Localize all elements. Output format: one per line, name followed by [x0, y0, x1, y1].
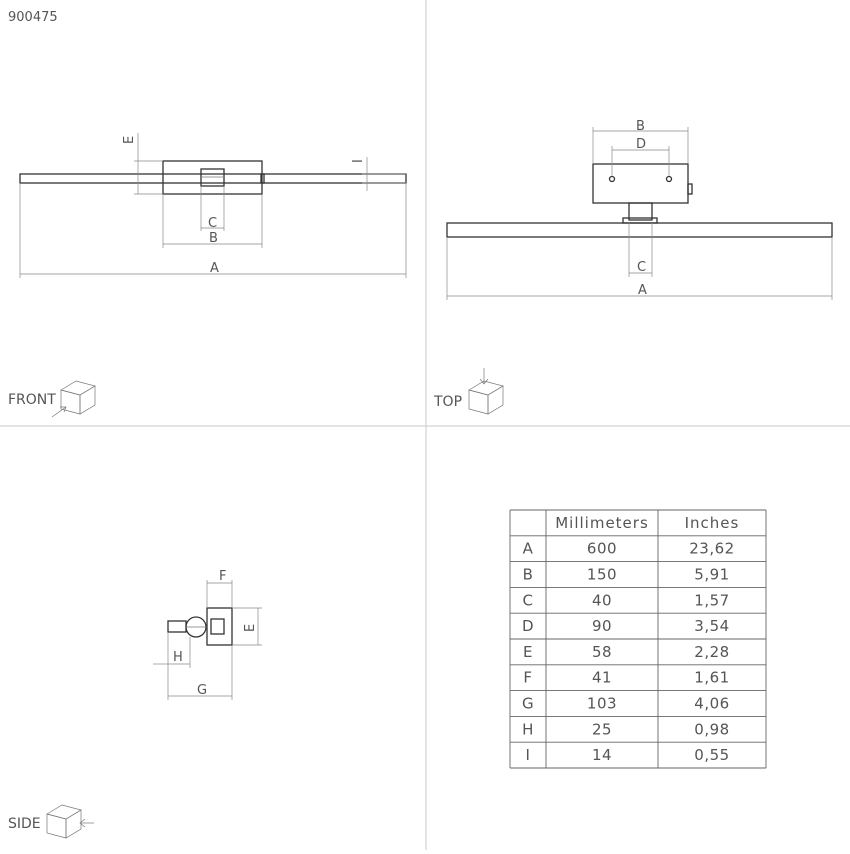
product-code: 900475 — [8, 10, 58, 25]
table-cell: 3,54 — [694, 617, 730, 636]
side-view-label: SIDE — [8, 816, 41, 832]
table-cell: 0,98 — [694, 720, 730, 739]
side-switch — [211, 619, 224, 634]
side-label-h: H — [173, 650, 183, 665]
table-row-label: E — [523, 642, 533, 661]
top-view-label: TOP — [434, 394, 463, 410]
table-cell: 1,57 — [694, 591, 730, 610]
table-cell: 103 — [586, 694, 618, 713]
front-label-b: B — [209, 231, 218, 246]
side-label-f: F — [219, 569, 227, 584]
table-row-label: A — [522, 539, 534, 558]
top-view-cube-icon — [469, 368, 503, 414]
table-row-label: F — [523, 668, 533, 687]
table-cell: 2,28 — [694, 642, 730, 661]
side-label-e: E — [243, 623, 258, 632]
top-view — [433, 119, 832, 414]
table-cell: 58 — [591, 642, 613, 661]
table-cell: 90 — [591, 617, 613, 636]
front-label-e: E — [122, 135, 137, 144]
table-row-label: I — [525, 746, 531, 765]
table-cell: 600 — [586, 539, 618, 558]
front-view-label: FRONT — [8, 392, 56, 408]
side-view-cube-icon — [47, 805, 94, 838]
front-label-i: I — [351, 159, 366, 163]
table-cell: 1,61 — [694, 668, 730, 687]
table-cell: 5,91 — [694, 565, 730, 584]
table-cell: 41 — [591, 668, 613, 687]
front-label-c: C — [208, 216, 218, 231]
side-label-g: G — [197, 683, 208, 698]
top-lamp-bar — [447, 223, 832, 237]
table-cell: 25 — [591, 720, 613, 739]
table-row-label: C — [522, 591, 534, 610]
table-cell: 150 — [586, 565, 618, 584]
table-cell: 14 — [591, 746, 613, 765]
table-row-label: H — [522, 720, 534, 739]
front-label-a: A — [210, 261, 219, 276]
table-cell: 40 — [591, 591, 613, 610]
front-lamp-bar — [20, 174, 406, 183]
front-view — [8, 133, 406, 417]
top-label-c: C — [637, 260, 647, 275]
top-screw-hole-right — [667, 177, 672, 182]
front-mount-box — [163, 161, 262, 194]
table-cell: 4,06 — [694, 694, 730, 713]
top-screw-hole-left — [610, 177, 615, 182]
table-header-cell: Millimeters — [555, 513, 649, 532]
top-mount-box — [593, 164, 688, 203]
table-cell: 23,62 — [689, 539, 735, 558]
table-row-label: G — [521, 694, 535, 713]
table-cell: 0,55 — [694, 746, 730, 765]
dimension-table — [510, 510, 766, 768]
top-label-a: A — [638, 283, 647, 298]
table-row-label: B — [522, 565, 534, 584]
top-label-d: D — [636, 137, 647, 152]
table-header-cell: Inches — [684, 513, 740, 532]
side-view — [8, 569, 262, 838]
top-label-b: B — [636, 119, 645, 134]
table-row-label: D — [521, 617, 535, 636]
front-view-cube-icon — [52, 381, 95, 417]
